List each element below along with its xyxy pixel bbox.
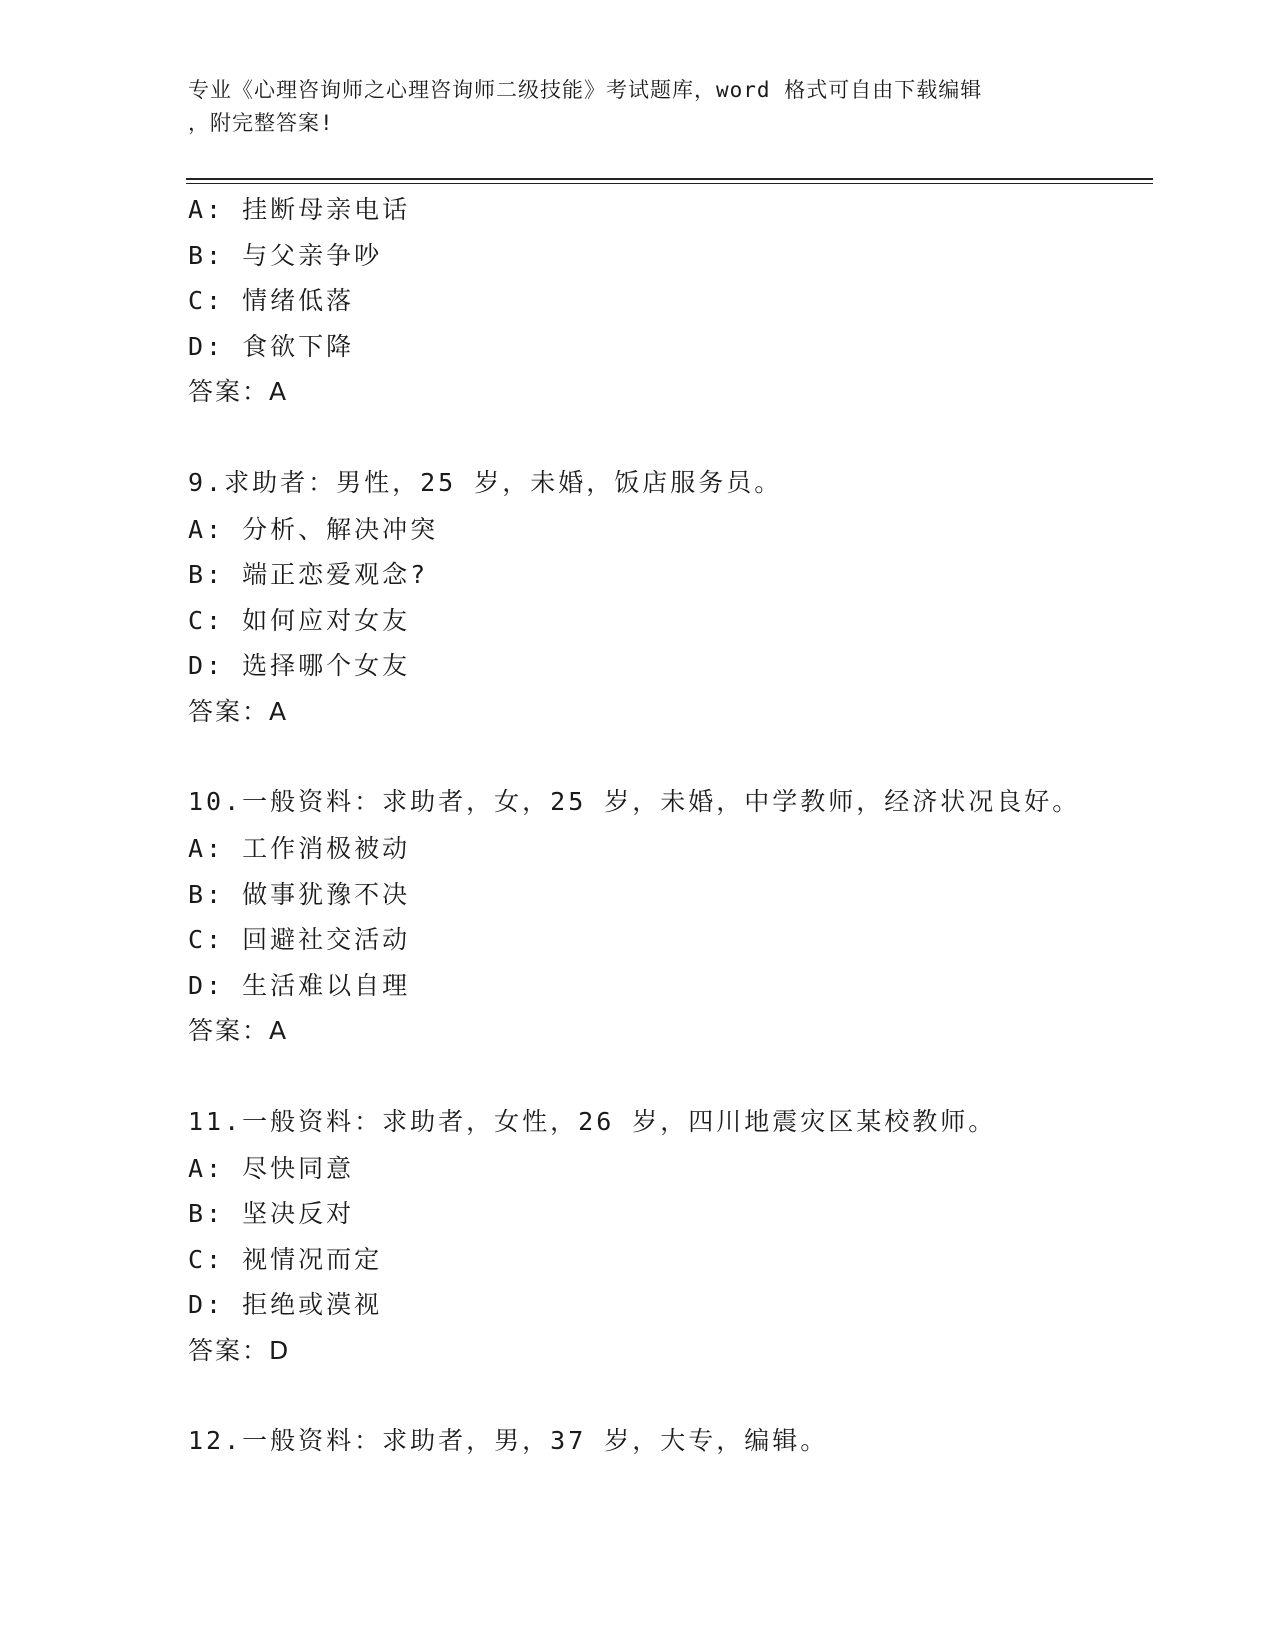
answer: 答案：A bbox=[188, 377, 289, 406]
document-header bbox=[188, 74, 1068, 140]
option-a: A: 挂断母亲电话 bbox=[188, 195, 411, 224]
option-b: B: 端正恋爱观念? bbox=[188, 560, 429, 589]
option-c: C: 回避社交活动 bbox=[188, 925, 411, 954]
question-text: 10.一般资料：求助者，女，25 岁，未婚，中学教师，经济状况良好。 bbox=[188, 787, 1081, 816]
option-d: D: 选择哪个女友 bbox=[188, 651, 411, 680]
question-text: 12.一般资料：求助者，男，37 岁，大专，编辑。 bbox=[188, 1426, 829, 1455]
question-text: 11.一般资料：求助者，女性，26 岁，四川地震灾区某校教师。 bbox=[188, 1106, 997, 1136]
question-list bbox=[188, 187, 1148, 1465]
header-rule-thick bbox=[186, 178, 1153, 180]
option-a: A: 尽快同意 bbox=[188, 1153, 355, 1183]
header-line-1: 专业《心理咨询师之心理咨询师二级技能》考试题库，word 格式可自由下载编辑 bbox=[188, 78, 983, 102]
option-b: B: 做事犹豫不决 bbox=[188, 879, 411, 909]
answer: 答案：A bbox=[188, 696, 289, 726]
answer: 答案：A bbox=[188, 1016, 289, 1045]
option-b: B: 坚决反对 bbox=[188, 1199, 355, 1228]
option-d: D: 食欲下降 bbox=[188, 331, 355, 361]
question-block-11 bbox=[188, 1098, 1148, 1374]
header-line-2: ，附完整答案! bbox=[188, 111, 334, 135]
question-block-9 bbox=[188, 459, 1148, 735]
answer: 答案：D bbox=[188, 1335, 291, 1365]
question-block-12 bbox=[188, 1417, 1148, 1465]
option-a: A: 工作消极被动 bbox=[188, 834, 411, 863]
question-block-10 bbox=[188, 778, 1148, 1054]
header-rule-thin bbox=[186, 183, 1153, 184]
option-d: D: 生活难以自理 bbox=[188, 970, 411, 1000]
question-text: 9.求助者：男性，25 岁，未婚，饭店服务员。 bbox=[188, 467, 783, 497]
option-b: B: 与父亲争吵 bbox=[188, 240, 383, 270]
option-c: C: 视情况而定 bbox=[188, 1244, 383, 1274]
option-d: D: 拒绝或漠视 bbox=[188, 1290, 383, 1319]
question-block-8 bbox=[188, 187, 1148, 415]
option-c: C: 如何应对女友 bbox=[188, 605, 411, 635]
option-a: A: 分析、解决冲突 bbox=[188, 514, 439, 544]
option-c: C: 情绪低落 bbox=[188, 286, 355, 315]
